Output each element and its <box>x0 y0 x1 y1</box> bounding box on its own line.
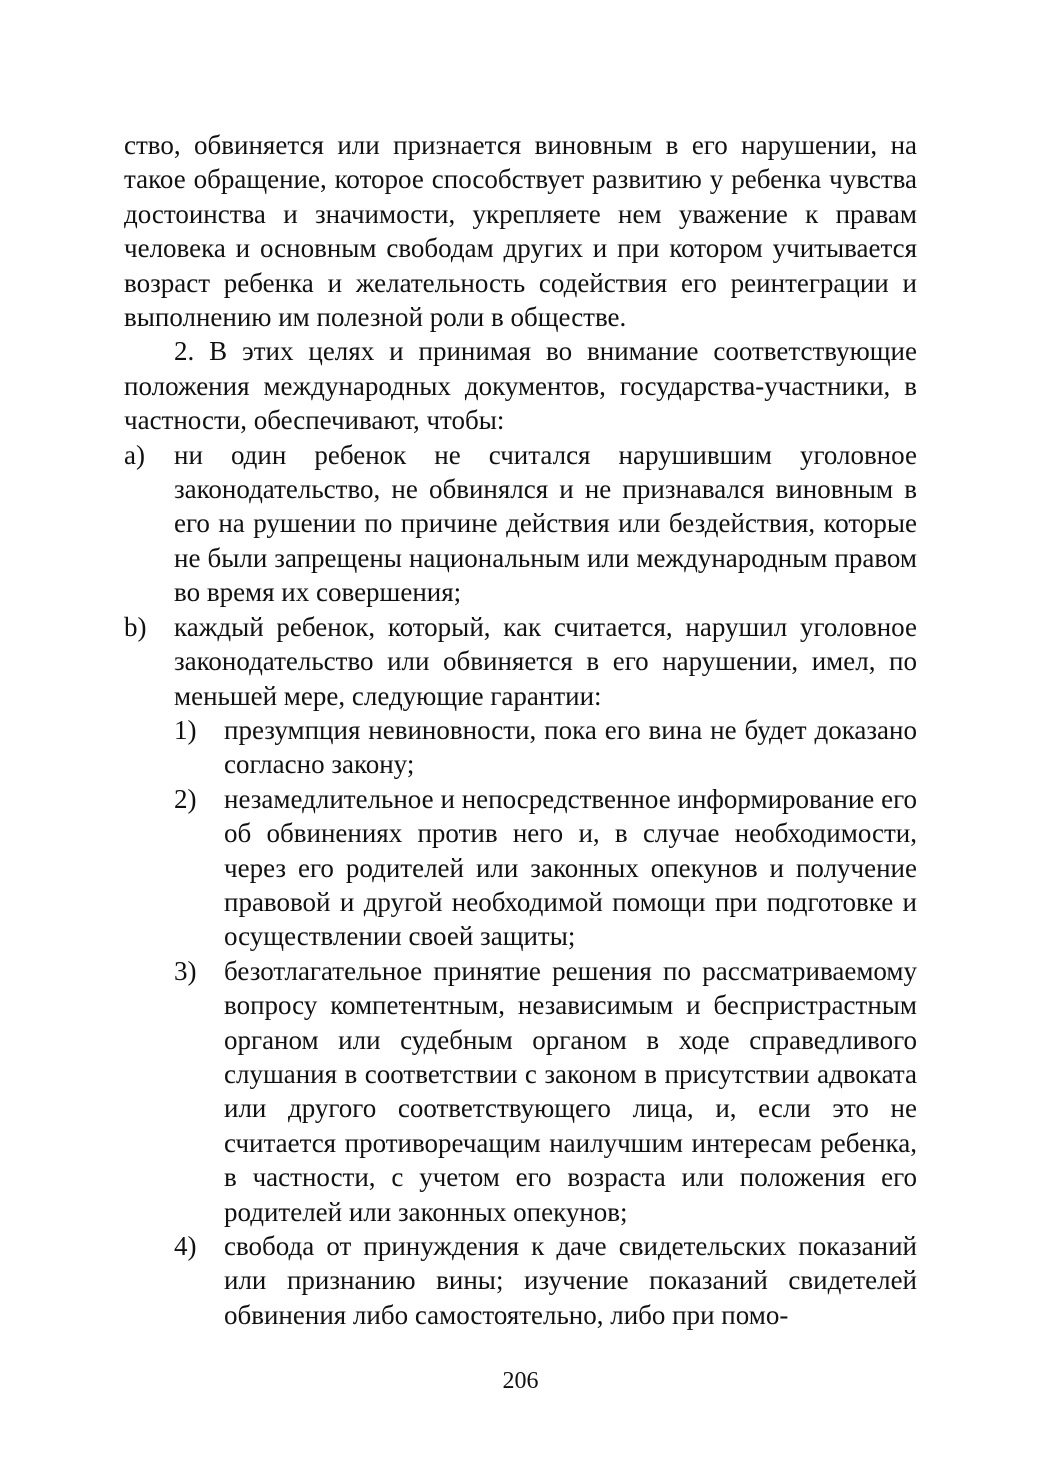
sublist-item-text: безотлагательное принятие решения по рассматриваемому вопросу компетентным, независимым и беспристрастным органом или судебным органом в ходе справедливого слушания в соответствии с законом в присутствии адвоката или другого соответствующего лица, и, если это не считается противоречащим наилучшим интересам ребенка, в частности, с учетом его возраста или положения его родителей или законных опекунов; <box>224 955 917 1227</box>
list-marker: b) <box>124 611 147 642</box>
sublist-item-text: презумпция невиновности, пока его вина не будет доказано согласно закону; <box>224 714 917 780</box>
list-item-text: ни один ребенок не считался нарушившим уголовное законодательство, не обвинялся и не признавался виновным в его на рушении по причине действия или бездействия, которые не были запрещены национальным или международным правом во время их совершения; <box>174 439 917 608</box>
sublist-item-text: свобода от принуждения к даче свидетельских показаний или признанию вины; изучение показаний свидетелей обвинения либо самостоятельно, либо при помо- <box>224 1231 917 1330</box>
sublist-item-text: незамедлительное и непосредственное информирование его об обвинениях против него и, в случае необходимости, через его родителей или законных опекунов и получение правовой и другой необходимой помощи при подготовке и осуществлении своей защиты; <box>224 783 917 952</box>
sublist-item-2 <box>174 782 917 954</box>
page-number: 206 <box>502 1368 539 1394</box>
list-item-a <box>124 438 917 610</box>
list-item-b <box>124 610 917 713</box>
sublist-marker: 2) <box>174 783 197 814</box>
paragraph-2: 2. В этих целях и принимая во внимание соответствующие положения международных документов, государства-участники, в частности, обеспечивают, чтобы: <box>124 336 917 436</box>
sublist-item-1 <box>174 713 917 782</box>
list-marker: a) <box>124 439 145 470</box>
page-body <box>124 128 917 1332</box>
sublist-item-3 <box>174 954 917 1229</box>
opening-paragraph: ство, обвиняется или признается виновным в его нарушении, на такое обращение, которое способствует развитию у ребенка чувства достоинства и значимости, укрепляете нем уважение к правам человека и основным свободам других и при котором учитывается возраст ребенка и желательность содействия его реинтеграции и выполнению им полезной роли в обществе. <box>124 130 917 333</box>
sublist-item-4 <box>174 1229 917 1332</box>
sublist-marker: 4) <box>174 1231 197 1261</box>
guarantees-sublist <box>174 713 917 1332</box>
sublist-marker: 1) <box>174 714 197 745</box>
sublist-marker: 3) <box>174 955 197 986</box>
list-item-text: каждый ребенок, который, как считается, нарушил уголовное законодательство или обвиняется в его нарушении, имел, по меньшей мере, следующие гарантии: <box>174 611 917 711</box>
